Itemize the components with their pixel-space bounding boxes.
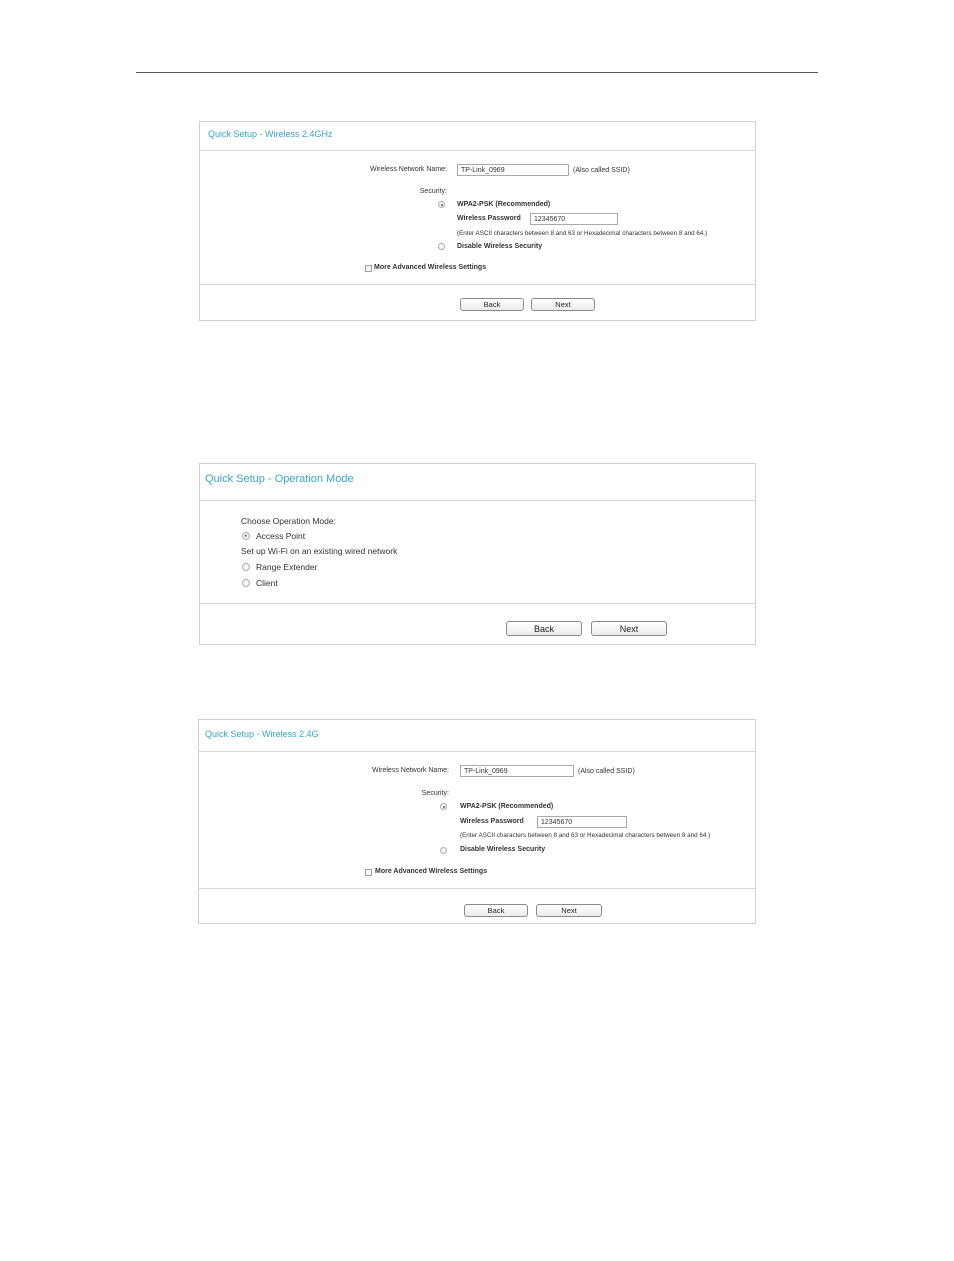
panel-title	[199, 720, 755, 752]
security-label: Security:	[421, 790, 449, 797]
wireless-password-label: Wireless Password	[457, 215, 521, 222]
panel-title	[200, 464, 755, 501]
next-button[interactable]: Next	[591, 621, 667, 636]
network-name-label: Wireless Network Name:	[369, 166, 447, 173]
next-button[interactable]: Next	[536, 904, 602, 917]
disable-security-label: Disable Wireless Security	[457, 243, 543, 250]
wireless-password-label: Wireless Password	[460, 818, 524, 825]
range-extender-label: Range Extender	[256, 562, 318, 572]
advanced-settings-checkbox[interactable]	[365, 265, 372, 272]
network-name-value: TP-Link_0969	[461, 166, 505, 174]
disable-security-radio[interactable]	[440, 847, 447, 854]
ssid-note: (Also called SSID)	[578, 768, 635, 775]
quick-setup-operation-mode-panel	[199, 463, 756, 645]
network-name-input[interactable]	[457, 164, 569, 176]
network-name-value: TP-Link_0969	[464, 767, 508, 775]
top-rule	[136, 72, 818, 73]
password-hint: (Enter ASCII characters between 8 and 63 or Hexadecimal characters between 8 and 64.)	[457, 230, 708, 237]
wireless-password-value: 12345670	[541, 818, 573, 826]
password-hint: (Enter ASCII characters between 8 and 63 or Hexadecimal characters between 8 and 64 )	[460, 832, 711, 839]
wpa2-psk-radio[interactable]	[438, 201, 445, 208]
disable-security-label: Disable Wireless Security	[460, 846, 546, 853]
access-point-label: Access Point	[256, 531, 306, 541]
access-point-radio[interactable]	[242, 532, 250, 540]
back-button[interactable]: Back	[460, 298, 524, 311]
wpa2-psk-label: WPA2-PSK (Recommended)	[460, 803, 554, 810]
back-button[interactable]: Back	[506, 621, 582, 636]
access-point-description: Set up Wi-Fi on an existing wired network	[241, 546, 398, 556]
advanced-settings-label: More Advanced Wireless Settings	[374, 264, 487, 271]
disable-security-radio[interactable]	[438, 243, 445, 250]
quick-setup-wireless-24g-panel	[198, 719, 756, 924]
wireless-password-input[interactable]	[530, 213, 618, 225]
panel-title	[200, 122, 755, 151]
network-name-label: Wireless Network Name:	[371, 767, 449, 774]
client-label: Client	[256, 578, 278, 588]
client-radio[interactable]	[242, 579, 250, 587]
wpa2-psk-label: WPA2-PSK (Recommended)	[457, 201, 551, 208]
advanced-settings-label: More Advanced Wireless Settings	[375, 868, 488, 875]
wireless-password-input[interactable]	[537, 816, 627, 828]
panel-title-text: Quick Setup - Wireless 2.4GHz	[208, 129, 333, 139]
back-button[interactable]: Back	[464, 904, 528, 917]
panel-title-text: Quick Setup - Wireless 2.4G	[205, 729, 319, 739]
next-button[interactable]: Next	[531, 298, 595, 311]
ssid-note: (Also called SSID)	[573, 167, 630, 174]
panel-footer	[200, 603, 755, 646]
range-extender-radio[interactable]	[242, 563, 250, 571]
wpa2-psk-radio[interactable]	[440, 803, 447, 810]
choose-mode-label: Choose Operation Mode:	[241, 516, 336, 526]
network-name-input[interactable]	[460, 765, 574, 777]
security-label: Security:	[419, 188, 447, 195]
quick-setup-wireless-24ghz-panel	[199, 121, 756, 321]
panel-title-text: Quick Setup - Operation Mode	[205, 473, 354, 485]
wireless-password-value: 12345670	[534, 215, 566, 223]
advanced-settings-checkbox[interactable]	[365, 869, 372, 876]
